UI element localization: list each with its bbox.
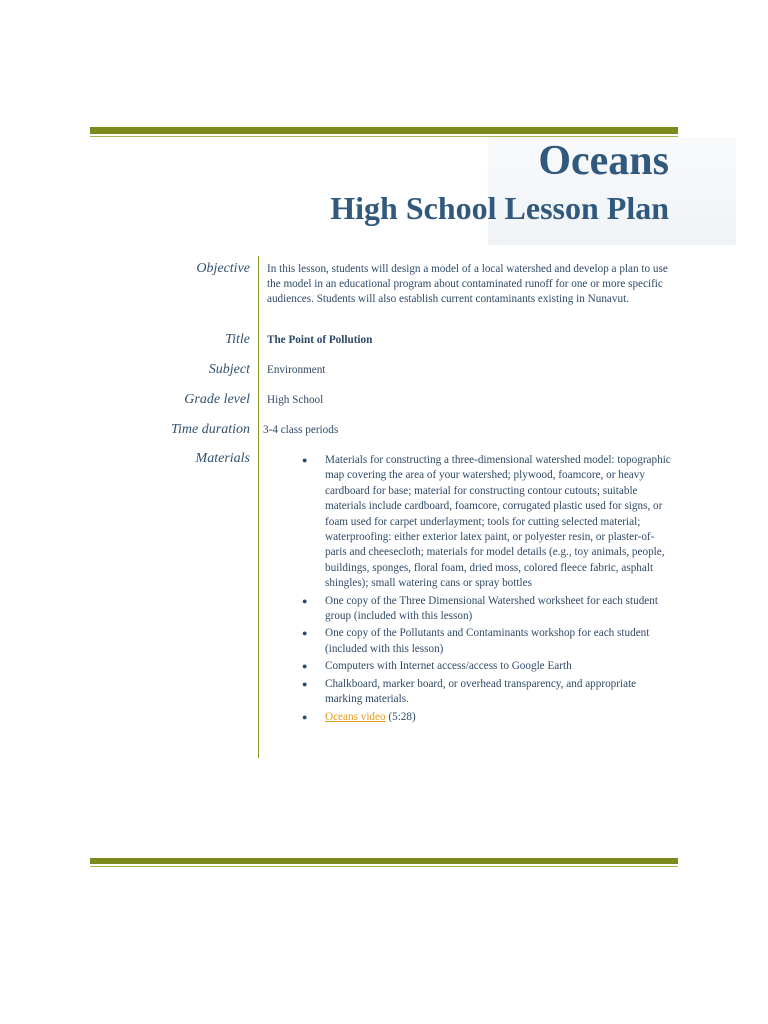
grade-level-label: Grade level bbox=[184, 392, 250, 407]
top-rule bbox=[90, 127, 678, 134]
list-item bbox=[300, 710, 672, 725]
title-label: Title bbox=[225, 332, 250, 347]
list-item: ● One copy of the Pollutants and Contaminants workshop for each student (included with this lesson) bbox=[302, 627, 650, 655]
bullet-icon: ● bbox=[302, 595, 308, 606]
title-value: The Point of Pollution bbox=[267, 334, 373, 346]
list-item: ● Materials for constructing a three-dimensional watershed model: topographic map covering the area of your watershed; plywood, foamcore, or heavy cardboard for base; material for constructing contour cutouts; suitable materials include cardboard, foamcore, corrugated plastic used for signs, or foam used for carpet underlayment; tools for cutting selected material; waterproofing: either exterior latex paint, or polyester resin, or plaster-of-paris and cheesecloth; materials for model details (e.g., toy animals, people, buildings, sponges, floral foam, dried moss, colored fleece fabric, asphalt shingles); small watering cans or spray bottles bbox=[302, 454, 671, 590]
time-duration-label: Time duration bbox=[171, 422, 250, 437]
objective-label: Objective bbox=[196, 261, 250, 276]
bottom-rule bbox=[90, 858, 678, 864]
bullet-icon: ● bbox=[302, 661, 308, 672]
grade-level-value: High School bbox=[267, 394, 324, 406]
oceans-video-link[interactable]: Oceans video bbox=[325, 710, 386, 723]
list-item: ● One copy of the Three Dimensional Watershed worksheet for each student group (included with this lesson) bbox=[302, 594, 658, 623]
subject-value: Environment bbox=[267, 364, 326, 376]
page-subtitle: High School Lesson Plan bbox=[330, 190, 669, 226]
materials-list bbox=[300, 453, 672, 727]
materials-label: Materials bbox=[195, 451, 250, 466]
bullet-icon: ● bbox=[302, 628, 308, 639]
objective-value: In this lesson, students will design a model of a local watershed and develop a plan to use the model in an educational program about contaminated runoff for one or more specific audiences. Students will also establish current contaminants existing in Nunavut. bbox=[267, 263, 668, 305]
subject-label: Subject bbox=[208, 362, 250, 377]
list-item: ● Chalkboard, marker board, or overhead transparency, and appropriate marking materials. bbox=[302, 677, 637, 706]
page-title: Oceans bbox=[538, 138, 669, 184]
column-divider bbox=[258, 256, 259, 758]
bullet-icon: ● bbox=[302, 711, 308, 722]
list-item: ● Computers with Internet access/access to Google Earth bbox=[300, 659, 672, 674]
video-duration: (5:28) bbox=[388, 710, 416, 723]
time-duration-value: 3-4 class periods bbox=[263, 424, 339, 436]
bullet-icon: ● bbox=[302, 455, 308, 465]
bullet-icon: ● bbox=[302, 678, 308, 689]
